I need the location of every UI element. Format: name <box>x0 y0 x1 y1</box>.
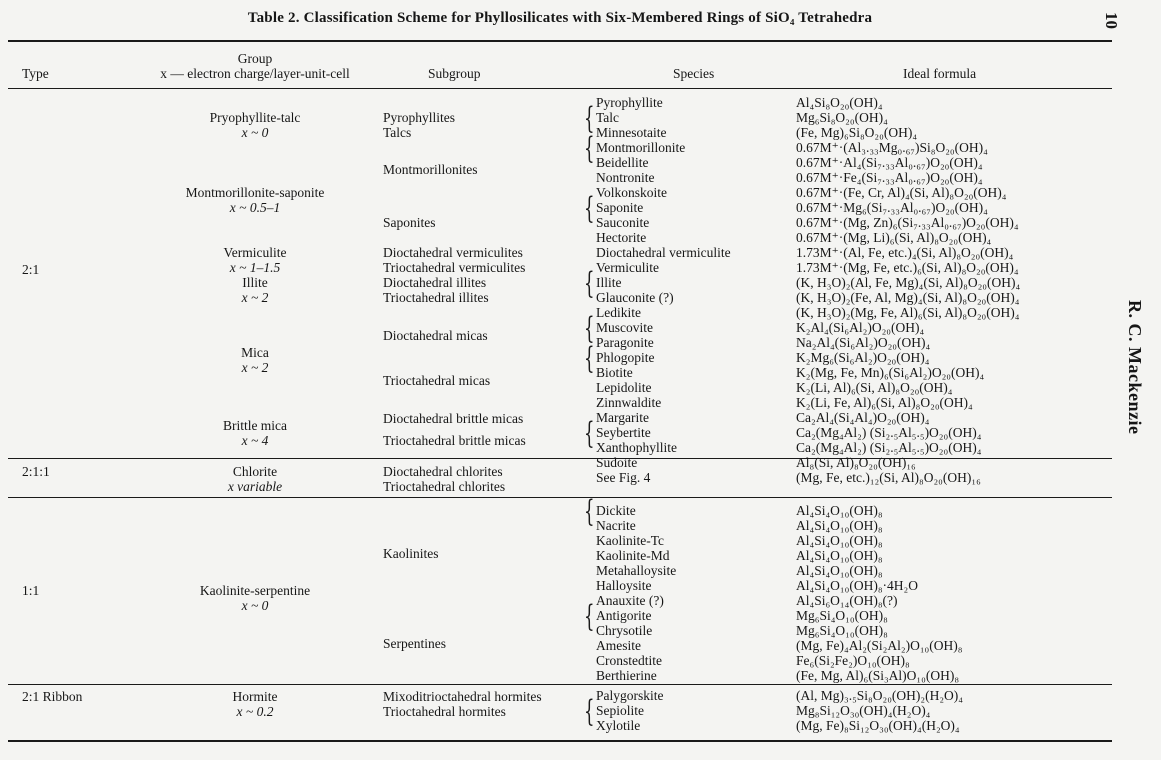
formula-cell: 0.67M⁺·Fe₄(Si₇.₃₃Al₀.₆₇)O₂₀(OH)₄ <box>796 170 983 185</box>
formula-cell: Ca₂(Mg₄Al₂) (Si₂.₅Al₅.₅)O₂₀(OH)₄ <box>796 440 982 455</box>
formula-cell: 0.67M⁺·(Fe, Cr, Al)₄(Si, Al)₈O₂₀(OH)₄ <box>796 185 1007 200</box>
group-charge: x ~ 0.2 <box>236 704 274 719</box>
header-type: Type <box>22 66 49 81</box>
species-cell: Sudoite <box>596 455 638 470</box>
formula-cell: (Fe, Mg, Al)₆(Si₃Al)O₁₀(OH)₈ <box>796 668 960 683</box>
formula-cell: Al₄Si₄O₁₀(OH)₈ <box>796 518 883 533</box>
grouping-brace: { <box>584 694 595 729</box>
species-cell: Pyrophyllite <box>596 95 663 110</box>
subgroup-cell: Kaolinites <box>383 546 439 561</box>
formula-cell: Al₄Si₆O₁₄(OH)₈(?) <box>796 593 898 608</box>
section-rule-3 <box>8 684 1112 685</box>
species-cell: Paragonite <box>596 335 654 350</box>
group-name: Hormite <box>232 689 278 704</box>
formula-cell: K₂Mg₆(Si₆Al₂)O₂₀(OH)₄ <box>796 350 930 365</box>
subgroup-cell: Trioctahedral hormites <box>383 704 506 719</box>
subgroup-cell: Mixoditrioctahedral hormites <box>383 689 542 704</box>
species-cell: Anauxite (?) <box>596 593 664 608</box>
grouping-brace: { <box>584 599 595 634</box>
grouping-brace: { <box>584 191 595 226</box>
species-cell: Antigorite <box>596 608 652 623</box>
formula-cell: 0.67M⁺·Al₄(Si₇.₃₃Al₀.₆₇)O₂₀(OH)₄ <box>796 155 983 170</box>
species-cell: Ledikite <box>596 305 641 320</box>
group-name: Brittle mica <box>222 418 288 433</box>
page-number: 10 <box>1102 12 1121 29</box>
grouping-brace: { <box>584 341 595 376</box>
subgroup-cell: Serpentines <box>383 636 446 651</box>
grouping-brace: { <box>584 266 595 301</box>
formula-cell: K₂(Li, Al)₆(Si, Al)₈O₂₀(OH)₄ <box>796 380 953 395</box>
species-cell: Muscovite <box>596 320 653 335</box>
formula-cell: 0.67M⁺·(Al₃.₃₃Mg₀.₆₇)Si₈O₂₀(OH)₄ <box>796 140 988 155</box>
species-cell: Nontronite <box>596 170 655 185</box>
species-cell: Beidellite <box>596 155 649 170</box>
subgroup-cell: Trioctahedral chlorites <box>383 479 506 494</box>
table-title: Table 2. Classification Scheme for Phyllosilicates with Six-Membered Rings of SiO₄ Tetrahedra <box>247 10 873 26</box>
formula-cell: Al₄Si₄O₁₀(OH)₈ <box>796 548 883 563</box>
formula-cell: Fe₆(Si₂Fe₂)O₁₀(OH)₈ <box>796 653 910 668</box>
formula-cell: Mg₆Si₈O₂₀(OH)₄ <box>796 110 888 125</box>
grouping-brace: { <box>584 494 595 529</box>
species-cell: Illite <box>596 275 622 290</box>
group-name: Mica <box>241 345 269 360</box>
section-rule-1 <box>8 458 1112 459</box>
species-cell: Kaolinite-Md <box>596 548 670 563</box>
species-cell: Xylotile <box>596 718 641 733</box>
species-cell: Zinnwaldite <box>596 395 662 410</box>
subgroup-cell: Trioctahedral micas <box>383 373 491 388</box>
group-charge: x ~ 1–1.5 <box>229 260 281 275</box>
species-cell: Margarite <box>596 410 649 425</box>
type-cell: 2:1 <box>22 262 40 277</box>
species-cell: Berthierine <box>596 668 657 683</box>
formula-cell: Al₈(Si, Al)₈O₂₀(OH)₁₆ <box>796 455 916 470</box>
species-cell: Dioctahedral vermiculite <box>596 245 731 260</box>
species-cell: Montmorillonite <box>596 140 686 155</box>
formula-cell: 1.73M⁺·(Mg, Fe, etc.)₆(Si, Al)₈O₂₀(OH)₄ <box>796 260 1019 275</box>
formula-cell: (K, H₃O)₂(Al, Fe, Mg)₄(Si, Al)₈O₂₀(OH)₄ <box>796 275 1021 290</box>
subgroup-cell: Dioctahedral micas <box>383 328 488 343</box>
species-cell: Phlogopite <box>596 350 655 365</box>
species-cell: Lepidolite <box>596 380 652 395</box>
formula-cell: (Al, Mg)₃.₅Si₈O₂₀(OH)₂(H₂O)₄ <box>796 688 964 703</box>
formula-cell: K₂(Li, Fe, Al)₆(Si, Al)₈O₂₀(OH)₄ <box>796 395 973 410</box>
formula-cell: (Mg, Fe, etc.)₁₂(Si, Al)₈O₂₀(OH)₁₆ <box>796 470 981 485</box>
formula-cell: Al₄Si₄O₁₀(OH)₈ <box>796 563 883 578</box>
formula-cell: Ca₂Al₄(Si₄Al₄)O₂₀(OH)₄ <box>796 410 930 425</box>
formula-cell: 0.67M⁺·Mg₆(Si₇.₃₃Al₀.₆₇)O₂₀(OH)₄ <box>796 200 988 215</box>
species-cell: Vermiculite <box>596 260 659 275</box>
group-charge: x ~ 2 <box>241 360 269 375</box>
group-charge: x ~ 4 <box>241 433 269 448</box>
header-subgroup: Subgroup <box>428 66 481 81</box>
formula-cell: Al₄Si₄O₁₀(OH)₈ <box>796 533 883 548</box>
header-group: Group <box>237 51 273 66</box>
formula-cell: (Mg, Fe)₈Si₁₂O₃₀(OH)₄(H₂O)₄ <box>796 718 960 733</box>
group-name: Montmorillonite-saponite <box>185 185 325 200</box>
grouping-brace: { <box>584 101 595 136</box>
group-name: Vermiculite <box>223 245 287 260</box>
species-cell: Dickite <box>596 503 636 518</box>
group-charge: x ~ 2 <box>241 290 269 305</box>
species-cell: Biotite <box>596 365 633 380</box>
formula-cell: Mg₆Si₄O₁₀(OH)₈ <box>796 623 888 638</box>
formula-cell: (K, H₃O)₂(Fe, Al, Mg)₄(Si, Al)₈O₂₀(OH)₄ <box>796 290 1020 305</box>
header-species: Species <box>673 66 715 81</box>
formula-cell: 0.67M⁺·(Mg, Li)₆(Si, Al)₈O₂₀(OH)₄ <box>796 230 992 245</box>
formula-cell: (Mg, Fe)₄Al₂(Si₂Al₂)O₁₀(OH)₈ <box>796 638 963 653</box>
group-name: Chlorite <box>232 464 278 479</box>
subgroup-cell: Trioctahedral brittle micas <box>383 433 526 448</box>
group-charge: x ~ 0 <box>241 125 269 140</box>
type-cell: 1:1 <box>22 583 40 598</box>
subgroup-cell: Dioctahedral brittle micas <box>383 411 524 426</box>
formula-cell: K₂Al₄(Si₆Al₂)O₂₀(OH)₄ <box>796 320 925 335</box>
formula-cell: Al₄Si₄O₁₀(OH)₈·4H₂O <box>796 578 918 593</box>
subgroup-cell: Saponites <box>383 215 436 230</box>
species-cell: Saponite <box>596 200 644 215</box>
group-name: Kaolinite-serpentine <box>199 583 311 598</box>
formula-cell: K₂(Mg, Fe, Mn)₆(Si₆Al₂)O₂₀(OH)₄ <box>796 365 985 380</box>
formula-cell: 0.67M⁺·(Mg, Zn)₆(Si₇.₃₃Al₀.₆₇)O₂₀(OH)₄ <box>796 215 1019 230</box>
species-cell: Talc <box>596 110 620 125</box>
species-cell: Halloysite <box>596 578 652 593</box>
formula-cell: Na₂Al₄(Si₆Al₂)O₂₀(OH)₄ <box>796 335 931 350</box>
subgroup-cell: Dioctahedral vermiculites <box>383 245 523 260</box>
formula-cell: Mg₆Si₄O₁₀(OH)₈ <box>796 608 888 623</box>
species-cell: Metahalloysite <box>596 563 677 578</box>
formula-cell: (Fe, Mg)₆Si₈O₂₀(OH)₄ <box>796 125 918 140</box>
subgroup-cell: Trioctahedral illites <box>383 290 489 305</box>
subgroup-cell: Montmorillonites <box>383 162 478 177</box>
header-group-charge: x — electron charge/layer-unit-cell <box>160 66 350 81</box>
species-cell: Chrysotile <box>596 623 653 638</box>
group-name: Pryophyllite-talc <box>209 110 301 125</box>
species-cell: Glauconite (?) <box>596 290 674 305</box>
subgroup-cell: Dioctahedral chlorites <box>383 464 503 479</box>
species-cell: Cronstedtite <box>596 653 662 668</box>
species-cell: Xanthophyllite <box>596 440 677 455</box>
formula-cell: Al₄Si₄O₁₀(OH)₈ <box>796 503 883 518</box>
formula-cell: 1.73M⁺·(Al, Fe, etc.)₄(Si, Al)₈O₂₀(OH)₄ <box>796 245 1014 260</box>
formula-cell: Ca₂(Mg₄Al₂) (Si₂.₅Al₅.₅)O₂₀(OH)₄ <box>796 425 982 440</box>
formula-cell: (K, H₃O)₂(Mg, Fe, Al)₆(Si, Al)₈O₂₀(OH)₄ <box>796 305 1020 320</box>
header-rule <box>8 88 1112 89</box>
species-cell: Volkonskoite <box>596 185 668 200</box>
species-cell: Sauconite <box>596 215 650 230</box>
subgroup-cell: Dioctahedral illites <box>383 275 487 290</box>
species-cell: Minnesotaite <box>596 125 667 140</box>
species-cell: Nacrite <box>596 518 636 533</box>
formula-cell: Al₄Si₈O₂₀(OH)₄ <box>796 95 883 110</box>
group-charge: x ~ 0 <box>241 598 269 613</box>
formula-cell: Mg₈Si₁₂O₃₀(OH)₄(H₂O)₄ <box>796 703 931 718</box>
subgroup-cell: Pyrophyllites <box>383 110 456 125</box>
subgroup-cell: Trioctahedral vermiculites <box>383 260 526 275</box>
grouping-brace: { <box>584 416 595 451</box>
header-formula: Ideal formula <box>903 66 977 81</box>
group-name: Illite <box>242 275 268 290</box>
grouping-brace: { <box>584 311 595 346</box>
species-cell: Amesite <box>596 638 641 653</box>
grouping-brace: { <box>584 131 595 166</box>
type-cell: 2:1:1 <box>22 464 50 479</box>
group-charge: x ~ 0.5–1 <box>229 200 281 215</box>
species-cell: Seybertite <box>596 425 651 440</box>
running-head: R. C. Mackenzie <box>1125 300 1145 435</box>
type-cell: 2:1 Ribbon <box>22 689 83 704</box>
species-cell: Palygorskite <box>596 688 664 703</box>
species-cell: Kaolinite-Tc <box>596 533 665 548</box>
species-cell: See Fig. 4 <box>596 470 651 485</box>
group-charge: x variable <box>227 479 283 494</box>
top-rule <box>8 40 1112 42</box>
section-rule-2 <box>8 497 1112 498</box>
species-cell: Hectorite <box>596 230 647 245</box>
species-cell: Sepiolite <box>596 703 644 718</box>
subgroup-cell: Talcs <box>383 125 412 140</box>
bottom-rule <box>8 740 1112 742</box>
